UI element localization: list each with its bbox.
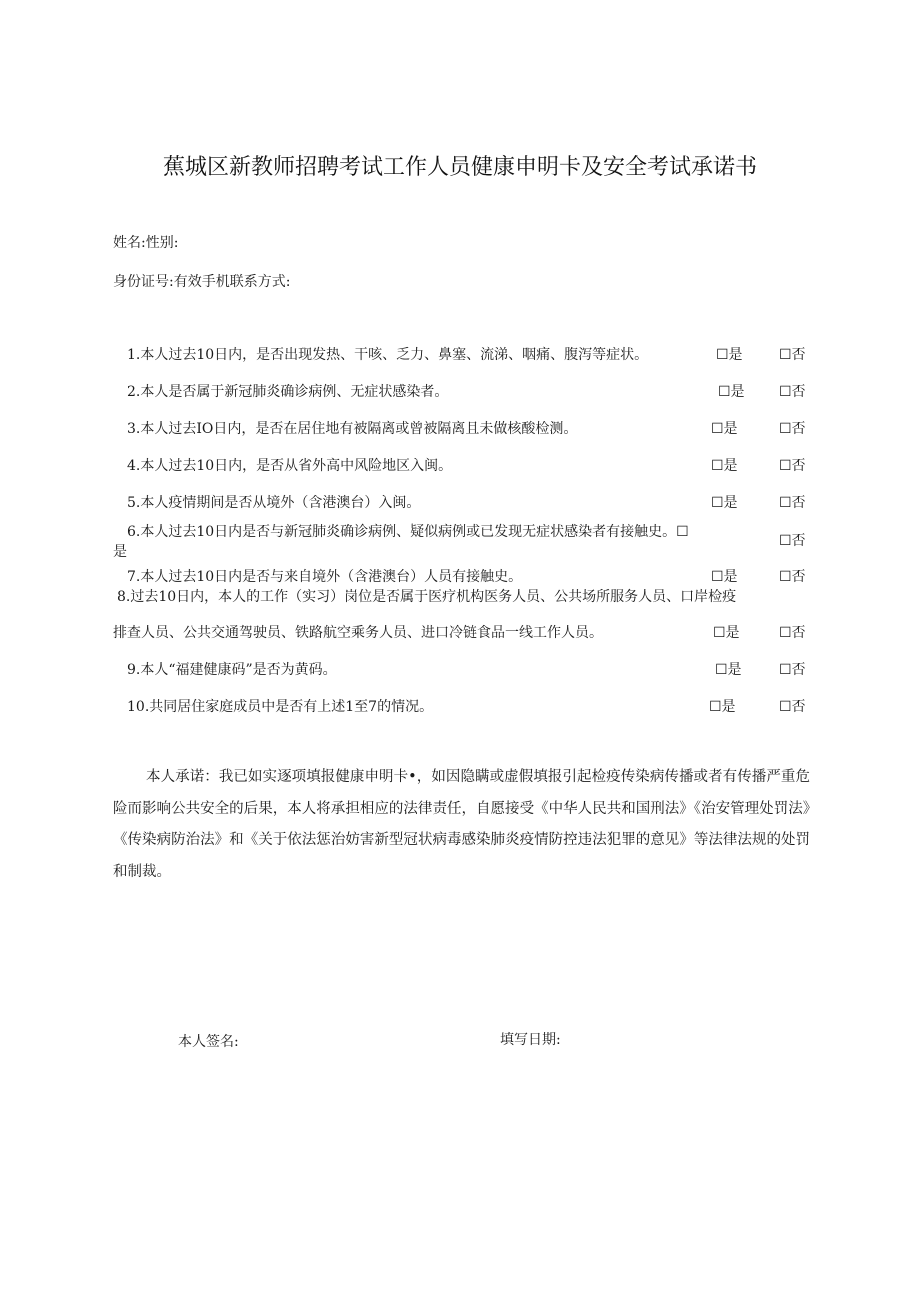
q10-yes-checkbox[interactable]: ☐是 bbox=[709, 699, 736, 715]
q8-yes-checkbox[interactable]: ☐是 bbox=[713, 625, 740, 641]
question-5: 5.本人疫情期间是否从境外（含港澳台）入闽。 bbox=[127, 495, 421, 511]
q3-yes-checkbox[interactable]: ☐是 bbox=[711, 421, 738, 437]
q4-no-checkbox[interactable]: ☐否 bbox=[779, 458, 806, 474]
question-6: 6.本人过去10日内是否与新冠肺炎确诊病例、疑似病例或已发现无症状感染者有接触史。☐ bbox=[127, 524, 689, 540]
question-9: 9.本人“福建健康码”是否为黄码。 bbox=[127, 662, 337, 678]
q7-no-checkbox[interactable]: ☐否 bbox=[779, 569, 806, 585]
q6-no-checkbox[interactable]: ☐否 bbox=[779, 533, 806, 549]
page-title: 蕉城区新教师招聘考试工作人员健康申明卡及安全考试承诺书 bbox=[162, 155, 757, 180]
q5-yes-checkbox[interactable]: ☐是 bbox=[711, 495, 738, 511]
q7-yes-checkbox[interactable]: ☐是 bbox=[711, 569, 738, 585]
question-1: 1.本人过去10日内，是否出现发热、干咳、乏力、鼻塞、流涕、咽痛、腹泻等症状。 bbox=[127, 347, 649, 363]
question-2: 2.本人是否属于新冠肺炎确诊病例、无症状感染者。 bbox=[127, 384, 449, 400]
q1-no-checkbox[interactable]: ☐否 bbox=[779, 347, 806, 363]
question-7: 7.本人过去10日内是否与来自境外（含港澳台）人员有接触史。 bbox=[127, 569, 523, 585]
id-phone-field: 身份证号:有效手机联系方式: bbox=[113, 274, 291, 290]
q9-yes-checkbox[interactable]: ☐是 bbox=[715, 662, 742, 678]
question-6-yes-wrap[interactable]: 是 bbox=[113, 544, 127, 560]
date-label: 填写日期: bbox=[500, 1032, 561, 1048]
question-8-cont: 排查人员、公共交通驾驶员、铁路航空乘务人员、进口冷链食品一线工作人员。 bbox=[113, 625, 603, 641]
q1-yes-checkbox[interactable]: ☐是 bbox=[716, 347, 743, 363]
q2-no-checkbox[interactable]: ☐否 bbox=[779, 384, 806, 400]
q2-yes-checkbox[interactable]: ☐是 bbox=[718, 384, 745, 400]
question-4: 4.本人过去10日内，是否从省外高中风险地区入闽。 bbox=[127, 458, 453, 474]
question-3: 3.本人过去IO日内，是否在居住地有被隔离或曾被隔离且未做核酸检测。 bbox=[127, 421, 578, 437]
question-10: 10.共同居住家庭成员中是否有上述1至7的情况。 bbox=[127, 699, 434, 715]
name-gender-field: 姓名:性别: bbox=[113, 235, 179, 251]
q9-no-checkbox[interactable]: ☐否 bbox=[779, 662, 806, 678]
q8-no-checkbox[interactable]: ☐否 bbox=[779, 625, 806, 641]
pledge-paragraph: 本人承诺：我已如实逐项填报健康申明卡•，如因隐瞒或虚假填报引起检疫传染病传播或者有传播严重危险而影响公共安全的后果，本人将承担相应的法律责任，自愿接受《中华人民共和国刑法》《治安管理处罚法》《传染病防治法》和《关于依法惩治妨害新型冠状病毒感染肺炎疫情防控违法犯罪的意见》等法律法规的处罚和制裁。 bbox=[113, 769, 810, 880]
signature-label: 本人签名: bbox=[178, 1034, 239, 1050]
q5-no-checkbox[interactable]: ☐否 bbox=[779, 495, 806, 511]
q4-yes-checkbox[interactable]: ☐是 bbox=[711, 458, 738, 474]
q10-no-checkbox[interactable]: ☐否 bbox=[779, 699, 806, 715]
question-8: 8.过去10日内，本人的工作（实习）岗位是否属于医疗机构医务人员、公共场所服务人员、口岸检疫 bbox=[117, 589, 737, 605]
q3-no-checkbox[interactable]: ☐否 bbox=[779, 421, 806, 437]
